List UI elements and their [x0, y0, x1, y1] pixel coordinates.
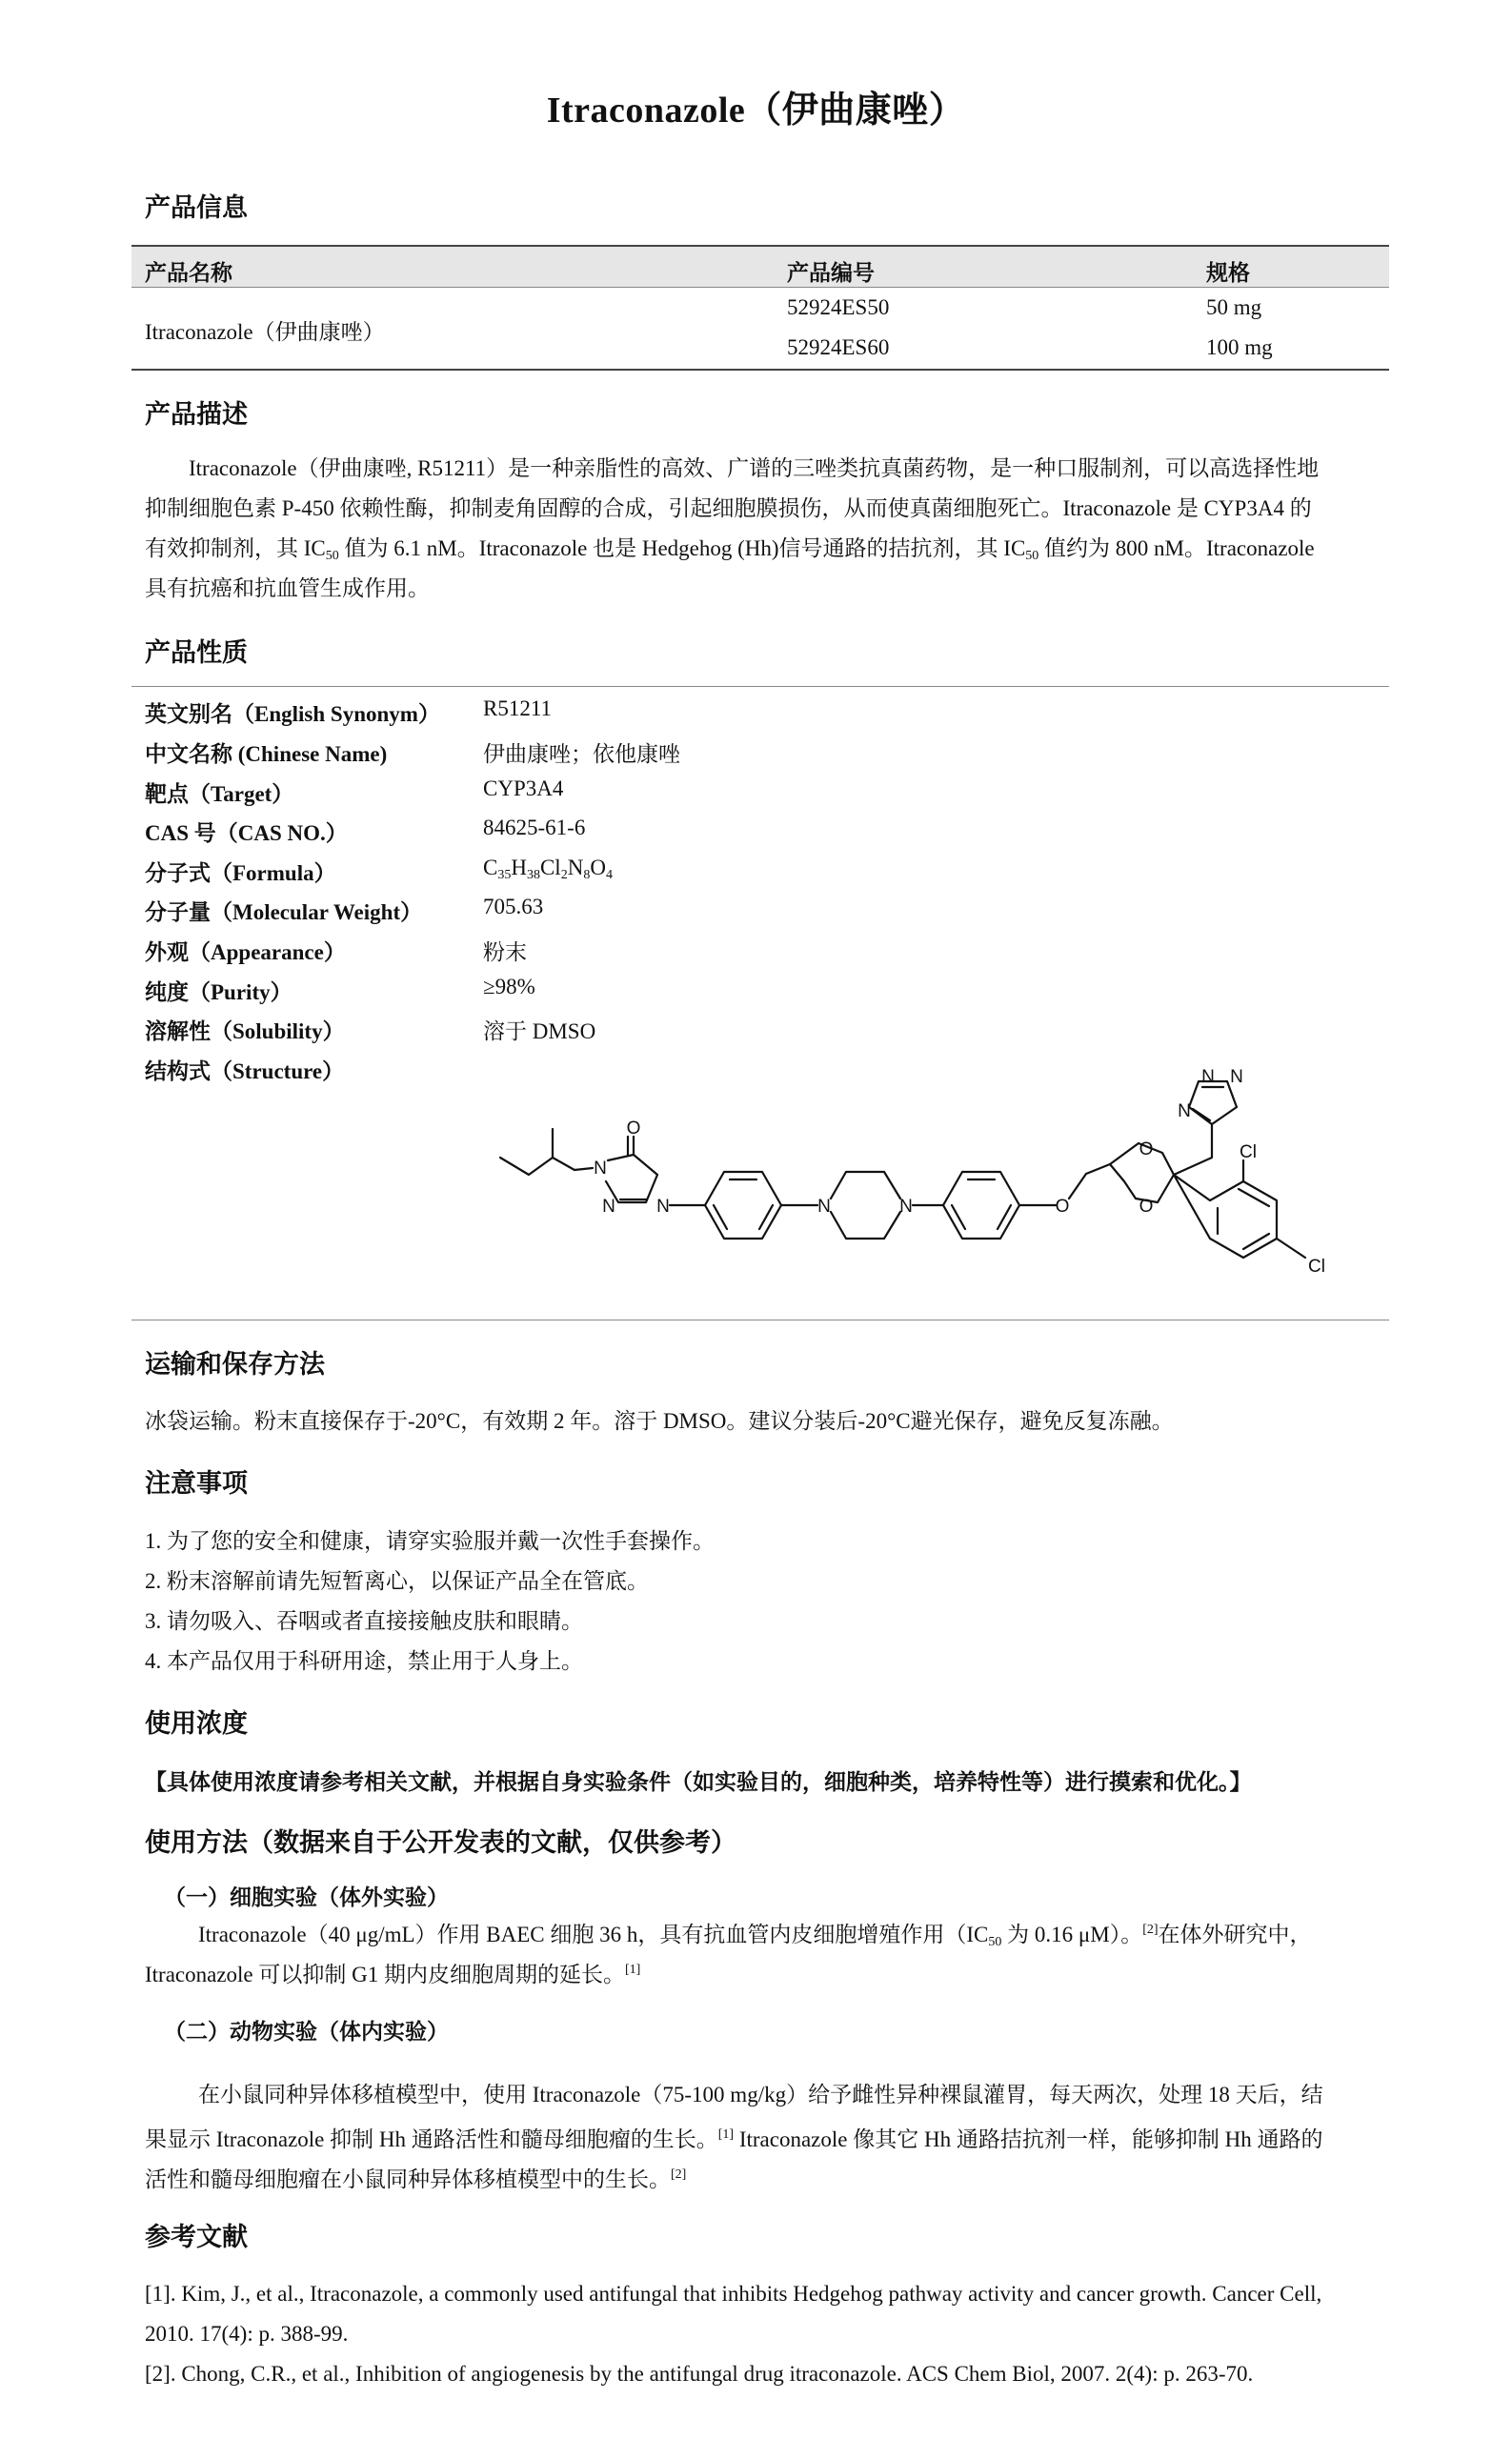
- property-value: CYP3A4: [483, 776, 564, 800]
- properties-top-rule: [131, 686, 1389, 687]
- product-spec-cell: 50 mg: [1206, 295, 1262, 319]
- property-value: 溶于 DMSO: [483, 1019, 596, 1043]
- property-label: 中文名称 (Chinese Name): [145, 742, 388, 766]
- svg-text:Cl: Cl: [1308, 1257, 1325, 1277]
- note-item: 3. 请勿吸入、吞咽或者直接接触皮肤和眼睛。: [145, 1609, 583, 1633]
- product-name-cell: Itraconazole（伊曲康唑）: [145, 320, 385, 344]
- description-line: Itraconazole（伊曲康唑, R51211）是一种亲脂性的高效、广谱的三唑类抗真菌药物，是一种口服制剂，可以高选择性地: [189, 456, 1320, 480]
- property-label: 靶点（Target）: [145, 782, 294, 806]
- animal-experiment-line: 果显示 Itraconazole 抑制 Hh 通路活性和髓母细胞瘤的生长。[1] Itraconazole 像其它 Hh 通路拮抗剂一样，能够抑制 Hh 通路的: [145, 2127, 1323, 2151]
- product-spec-cell: 100 mg: [1206, 335, 1273, 359]
- product-code-cell: 52924ES60: [787, 335, 890, 359]
- property-label: 英文别名（English Synonym）: [145, 702, 440, 726]
- property-value: 粉末: [483, 940, 527, 964]
- cell-experiment-title: （一）细胞实验（体外实验）: [164, 1885, 449, 1909]
- product-table-header: [131, 245, 1389, 288]
- reference-item: [1]. Kim, J., et al., Itraconazole, a commonly used antifungal that inhibits Hedgehog pathway activity and cancer growth. Cancer Cell,: [145, 2282, 1322, 2306]
- section-heading-properties: 产品性质: [145, 638, 248, 667]
- svg-text:N: N: [594, 1159, 607, 1179]
- property-value: 84625-61-6: [483, 816, 586, 839]
- concentration-text: 【具体使用浓度请参考相关文献，并根据自身实验条件（如实验目的，细胞种类，培养特性等）进行摸索和优化。】: [145, 1770, 1252, 1794]
- svg-text:N: N: [602, 1197, 615, 1217]
- col-header-code: 产品编号: [787, 261, 875, 285]
- animal-experiment-line: 在小鼠同种异体移植模型中，使用 Itraconazole（75-100 mg/kg）给予雌性异种裸鼠灌胃，每天两次，处理 18 天后，结: [198, 2083, 1323, 2106]
- svg-text:N: N: [1178, 1101, 1191, 1121]
- formula-value: $C_{35}H_{38}Cl_2N_8O_4$: [483, 856, 613, 882]
- section-heading-concentration: 使用浓度: [145, 1709, 248, 1738]
- property-label: CAS 号（CAS NO.）: [145, 821, 348, 845]
- storage-text: 冰袋运输。粉末直接保存于-20°C，有效期 2 年。溶于 DMSO。建议分装后-20°C避光保存，避免反复冻融。: [145, 1409, 1174, 1433]
- description-line: 有效抑制剂，其 $IC_{50}$ 值为 6.1 nM。Itraconazole 也是 Hedgehog (Hh)信号通路的拮抗剂，其 $IC_{50}$ 值约为 800 nM。Itraconazole: [145, 536, 1315, 563]
- svg-text:O: O: [1055, 1197, 1070, 1217]
- note-item: 2. 粉末溶解前请先短暂离心，以保证产品全在管底。: [145, 1569, 649, 1593]
- section-heading-description: 产品描述: [145, 400, 248, 429]
- reference-item: [2]. Chong, C.R., et al., Inhibition of angiogenesis by the antifungal drug itraconazole. ACS Chem Biol, 2007. 2(4): p. 263-70.: [145, 2362, 1254, 2386]
- structure-diagram: [476, 1053, 1353, 1310]
- property-label: 外观（Appearance）: [145, 940, 346, 964]
- page-title: Itraconazole（伊曲康唑）: [546, 91, 966, 131]
- animal-experiment-line: 活性和髓母细胞瘤在小鼠同种异体移植模型中的生长。[2]: [145, 2167, 687, 2191]
- reference-item: 2010. 17(4): p. 388-99.: [145, 2322, 349, 2346]
- cell-experiment-line: Itraconazole（40 μg/mL）作用 BAEC 细胞 36 h，具有抗血管内皮细胞增殖作用（$IC_{50}$ 为 0.16 μM）。[2]在体外研究中，: [198, 1923, 1312, 1949]
- col-header-spec: 规格: [1206, 261, 1250, 285]
- svg-text:N: N: [1230, 1067, 1243, 1087]
- col-header-name: 产品名称: [145, 261, 232, 285]
- svg-text:O: O: [1139, 1139, 1154, 1159]
- note-item: 4. 本产品仅用于科研用途，禁止用于人身上。: [145, 1649, 583, 1673]
- section-heading-product-info: 产品信息: [145, 193, 248, 222]
- svg-text:O: O: [626, 1119, 641, 1139]
- section-heading-notes: 注意事项: [145, 1469, 248, 1498]
- svg-text:N: N: [656, 1197, 670, 1217]
- svg-text:N: N: [1201, 1067, 1215, 1087]
- property-value: 705.63: [483, 895, 544, 918]
- product-code-cell: 52924ES50: [787, 295, 890, 319]
- property-value: R51211: [483, 696, 552, 720]
- property-value: 伊曲康唑；依他康唑: [483, 742, 680, 766]
- property-label: 分子量（Molecular Weight）: [145, 900, 423, 924]
- svg-text:N: N: [899, 1197, 913, 1217]
- property-label: 纯度（Purity）: [145, 980, 292, 1004]
- section-heading-storage: 运输和保存方法: [145, 1350, 325, 1379]
- property-label: 溶解性（Solubility）: [145, 1019, 345, 1043]
- property-label: 分子式（Formula）: [145, 861, 336, 885]
- svg-text:O: O: [1139, 1197, 1154, 1217]
- property-label: 结构式（Structure）: [145, 1059, 345, 1083]
- section-heading-methods: 使用方法（数据来自于公开发表的文献，仅供参考）: [145, 1828, 736, 1857]
- cell-experiment-line: Itraconazole 可以抑制 G1 期内皮细胞周期的延长。[1]: [145, 1963, 641, 1986]
- note-item: 1. 为了您的安全和健康，请穿实验服并戴一次性手套操作。: [145, 1529, 715, 1553]
- section-heading-references: 参考文献: [145, 2223, 248, 2251]
- description-line: 抑制细胞色素 P-450 依赖性酶，抑制麦角固醇的合成，引起细胞膜损伤，从而使真菌细胞死亡。Itraconazole 是 CYP3A4 的: [145, 496, 1312, 520]
- svg-text:N: N: [817, 1197, 831, 1217]
- table-bottom-rule: [131, 369, 1389, 371]
- description-line: 具有抗癌和抗血管生成作用。: [145, 576, 430, 600]
- svg-text:Cl: Cl: [1240, 1142, 1257, 1162]
- property-value: ≥98%: [483, 975, 535, 998]
- animal-experiment-title: （二）动物实验（体内实验）: [164, 2020, 449, 2044]
